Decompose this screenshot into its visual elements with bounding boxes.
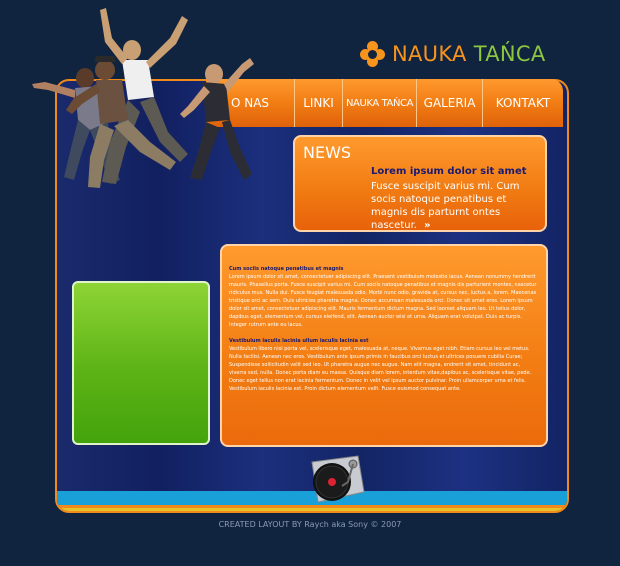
dancers-photo <box>30 2 255 192</box>
nav-item-kontakt[interactable]: KONTAKT <box>495 96 551 110</box>
content-paragraph-1: Lorem ipsum dolor sit amet, consectetuer adipiscing elit. Praesent vestibulum molestie lacus. Aenean nonummy hendrerit mauris. Phasellus porta. Fusce suscipit varius mi. Cum sociis natoque penatibus et magnis dis parturient montes, nascetur ridiculus mus. Nulla dui. Fusce feugiat malesuada odio. Morbi nunc odio, gravida at, cursus nec, luctus a, lorem. Maecenas tristique orci ac sem. Duis ultricies pharetra magna. Donec accumsan malesuada orci. Donec sit amet eros. Lorem ipsum dolor sit amet, consectetuer adipiscing elit. Mauris fermentum dictum magna. Sed laoreet aliquam leo. Ut tellus dolor, dapibus eget, elementum vel, cursus eleifend, elit. Aenean auctor wisi et urna. Aliquam erat volutpat. Duis ac turpis. Integer rutrum ante eu lacus. <box>229 274 537 328</box>
news-box <box>293 135 547 232</box>
content-heading-2: Vestibulum iaculis lacinia ullum iaculis lacinia est <box>229 338 369 344</box>
nav-item-o-nas[interactable]: O NAS <box>206 79 295 127</box>
nav-item-galeria[interactable]: GALERIA <box>417 79 483 127</box>
green-side-box <box>72 281 210 445</box>
footer-credit: CREATED LAYOUT BY Raych aka Sony © 2007 <box>218 520 402 529</box>
main-nav <box>206 79 563 127</box>
nav-item-linki[interactable]: LINKI <box>295 79 343 127</box>
double-chevron-right-icon[interactable]: » <box>424 220 431 231</box>
site-logo[interactable] <box>360 41 546 67</box>
content-box <box>220 244 548 447</box>
news-headline[interactable]: Lorem ipsum dolor sit amet <box>371 166 527 177</box>
logo-text-part1: NAUKA <box>392 42 467 66</box>
content-heading-1: Cum sociis natoque penatibus et magnis <box>229 266 344 272</box>
content-paragraph-2: Vestibulum libero nisl porta vel, scelerisque eget, malesuada at, neque. Vivamus eget nibh. Etiam cursus leo vel metus. Nulla facilisi. Aenean nec eros. Vestibulum ante ipsum primis in faucibus orci luctus et ultrices posuere cubilia Curae; Suspendisse sollicitudin velit sed leo. Ut pharetra augue nec augue. Nam elit magna, endrerit sit amet, tincidunt ac, viverra sed, nulla. Donec porta diam eu massa. Quisque diam lorem, interdum vitae,dapibus ac, scelerisque vitae, pede. Donec eget tellus non erat lacinia fermentum. Donec in velit vel ipsum auctor pulvinar. Proin ullamcorper urna et felis. Vestibulum iaculis lacinia est. Proin dictum elementum velit. Fusce euismod consequat ante. <box>229 346 532 392</box>
logo-text <box>392 42 546 66</box>
turntable-icon <box>306 452 366 506</box>
nav-item-nauka-tanca[interactable]: NAUKA TAŃCA <box>343 79 417 127</box>
flower-icon <box>360 41 386 67</box>
news-title: NEWS <box>303 143 352 162</box>
bottom-stripe-yellow <box>57 508 567 511</box>
news-body <box>371 180 539 232</box>
news-body-text: Fusce suscipit varius mi. Cum socis natoque penatibus et magnis dis parturnt ontes nascetur. <box>371 181 520 231</box>
logo-text-part2: TAŃCA <box>473 42 546 66</box>
